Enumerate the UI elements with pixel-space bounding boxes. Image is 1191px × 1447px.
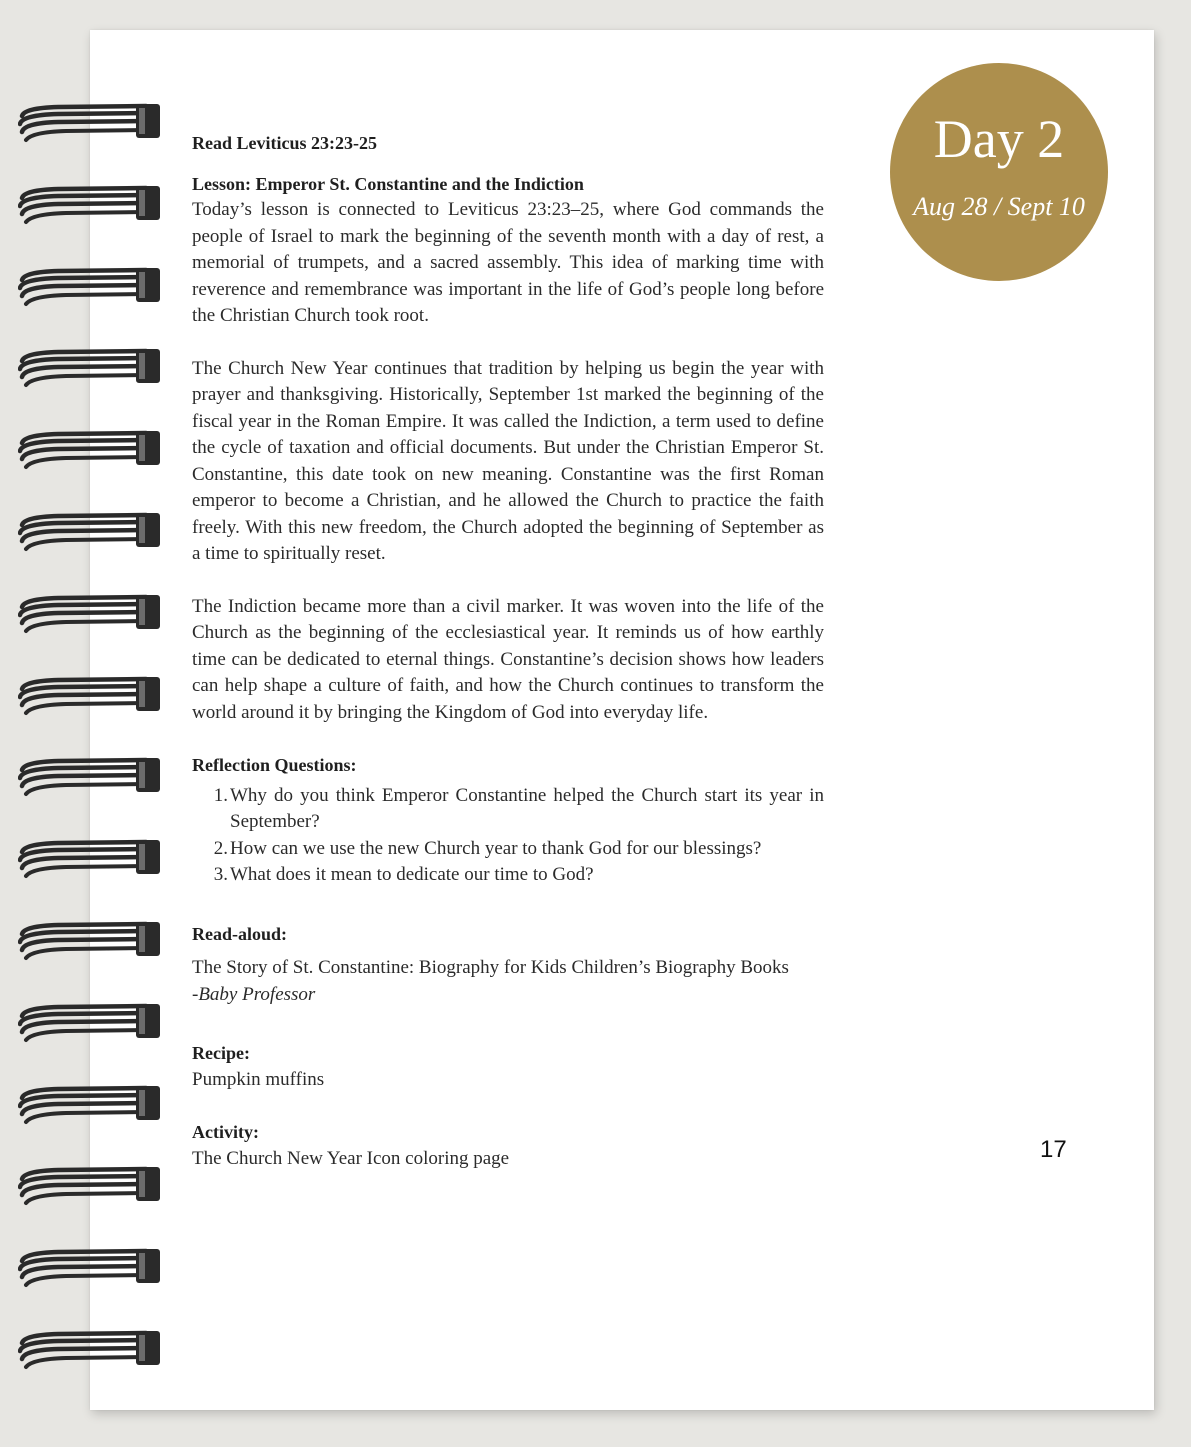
question-item	[192, 862, 824, 889]
spiral-ring	[18, 1084, 163, 1128]
page-content	[192, 130, 824, 1172]
read-aloud-heading: Read-aloud:	[192, 923, 288, 944]
spiral-ring	[18, 347, 163, 391]
question-item	[192, 836, 824, 863]
activity-heading: Activity:	[192, 1122, 259, 1142]
spiral-ring	[18, 1002, 163, 1046]
spiral-ring	[18, 1165, 163, 1209]
spiral-ring	[18, 920, 163, 964]
question-text: Why do you think Emperor Constantine helped the Church start its year in September?	[230, 784, 824, 832]
spiral-ring	[18, 511, 163, 555]
question-text: What does it mean to dedicate our time to God?	[230, 864, 594, 885]
spiral-ring	[18, 1329, 163, 1373]
spiral-ring	[18, 102, 163, 146]
question-text: How can we use the new Church year to thank God for our blessings?	[230, 837, 762, 859]
day-dates: Aug 28 / Sept 10	[913, 192, 1085, 221]
reflection-heading: Reflection Questions:	[192, 755, 357, 775]
recipe-text: Pumpkin muffins	[192, 1068, 325, 1090]
lesson-paragraph-2: The Church New Year continues that tradition by helping us begin the year with prayer and thanksgiving. Historically, September 1st marked the beginning of the fiscal year in the Roman Empire. It was called the Indiction, a term used to define the cycle of taxation and official documents. But under the Christian Emperor St. Constantine, this date took on new meaning. Constantine was the first Roman emperor to become a Christian, and he allowed the Church to practice the faith freely. With this new freedom, the Church adopted the beginning of September as a time to spiritually reset.	[192, 357, 824, 564]
recipe-heading: Recipe:	[192, 1043, 250, 1063]
question-number: 2.	[213, 837, 228, 859]
question-number: 3.	[213, 864, 228, 885]
read-aloud-title: The Story of St. Constantine: Biography for Kids Children’s Biography Books	[192, 957, 789, 978]
spiral-ring	[18, 593, 163, 637]
spiral-ring	[18, 266, 163, 310]
activity-text: The Church New Year Icon coloring page	[192, 1147, 510, 1169]
lesson-title: Lesson: Emperor St. Constantine and the Indiction	[192, 173, 584, 194]
spiral-ring	[18, 838, 163, 882]
page-number: 17	[1040, 1136, 1067, 1163]
spiral-ring	[18, 756, 163, 800]
spiral-ring	[18, 429, 163, 473]
spiral-ring	[18, 1247, 163, 1291]
question-item	[192, 783, 824, 836]
lesson-paragraph-1: Today’s lesson is connected to Leviticus 23:23–25, where God commands the people of Israel to mark the beginning of the seventh month with a day of rest, a memorial of trumpets, and a sacred assembly. This idea of marking time with reverence and remembrance was important in the life of God’s people long before the Christian Church took root.	[192, 199, 824, 326]
day-badge	[890, 63, 1108, 281]
spiral-ring	[18, 675, 163, 719]
day-label: Day 2	[933, 109, 1065, 169]
reflection-questions	[192, 783, 824, 889]
question-number: 1.	[213, 784, 228, 806]
spiral-ring	[18, 184, 163, 228]
read-aloud-author: -Baby Professor	[192, 983, 316, 1005]
reading-heading: Read Leviticus 23:23-25	[192, 133, 377, 153]
lesson-paragraph-3: The Indiction became more than a civil marker. It was woven into the life of the Church as the beginning of the ecclesiastical year. It reminds us of how earthly time can be dedicated to eternal things. Constantine’s decision shows how leaders can help shape a culture of faith, and how the Church continues to transform the world around it by bringing the Kingdom of God into everyday life.	[192, 595, 824, 723]
